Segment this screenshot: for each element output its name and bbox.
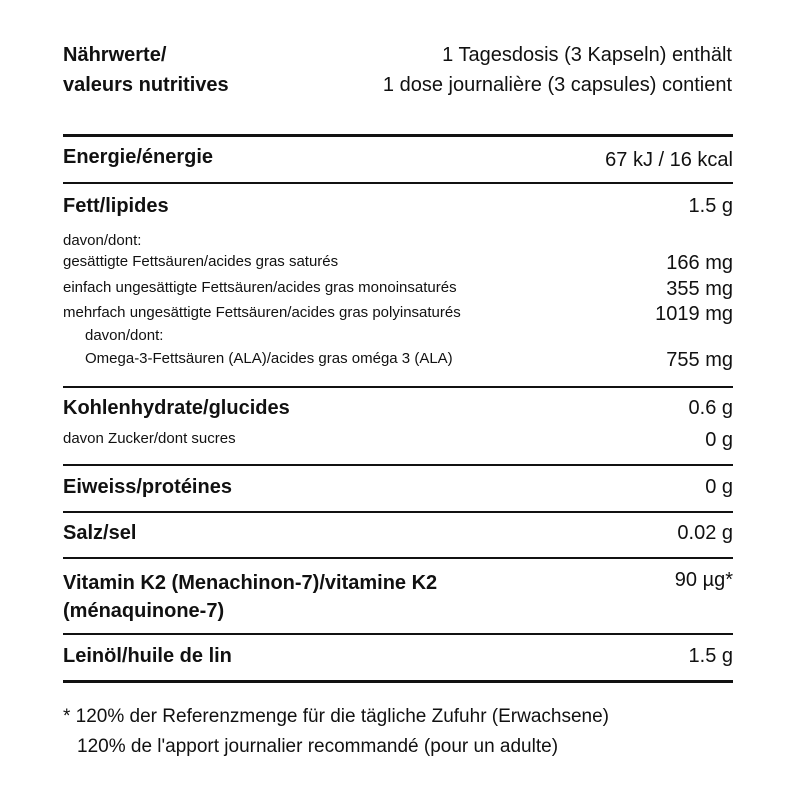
title-french: valeurs nutritives bbox=[63, 74, 229, 96]
divider bbox=[63, 633, 733, 635]
sugars-value: 0 g bbox=[705, 429, 733, 451]
title-german: Nährwerte/ bbox=[63, 44, 167, 66]
carbohydrates-label: Kohlenhydrate/glucides bbox=[63, 397, 290, 419]
table-title bbox=[63, 40, 229, 100]
vitamin-k2-label: Vitamin K2 (Menachinon-7)/vitamine K2 (ménaquinone-7) bbox=[63, 572, 438, 622]
table-bottom-divider bbox=[63, 680, 733, 683]
omega3-value: 755 mg bbox=[666, 349, 733, 371]
saturated-label: gesättigte Fettsäuren/acides gras saturés bbox=[63, 253, 339, 270]
vitamin-k2-value: 90 µg* bbox=[674, 569, 733, 591]
saturated-value: 166 mg bbox=[666, 252, 733, 274]
fat-value: 1.5 g bbox=[688, 195, 733, 217]
footnote-german: * 120% der Referenzmenge für die tägliche Zufuhr (Erwachsene) bbox=[63, 706, 610, 727]
linseed-oil-label: Leinöl/huile de lin bbox=[63, 645, 232, 667]
serving-french: 1 dose journalière (3 capsules) contient bbox=[382, 74, 732, 96]
energy-label: Energie/énergie bbox=[63, 146, 214, 168]
divider bbox=[63, 386, 733, 388]
monounsaturated-label: einfach ungesättigte Fettsäuren/acides gras monoinsaturés bbox=[63, 279, 457, 296]
fat-label: Fett/lipides bbox=[63, 195, 169, 217]
serving-german: 1 Tagesdosis (3 Kapseln) enthält bbox=[442, 44, 732, 66]
footnote-french: 120% de l'apport journalier recommandé (pour un adulte) bbox=[77, 736, 559, 757]
polyunsaturated-value: 1019 mg bbox=[655, 303, 733, 325]
omega3-label: Omega-3-Fettsäuren (ALA)/acides gras oméga 3 (ALA) bbox=[85, 350, 453, 367]
divider bbox=[63, 464, 733, 466]
carbohydrates-value: 0.6 g bbox=[688, 397, 733, 419]
protein-label: Eiweiss/protéines bbox=[63, 476, 232, 498]
serving-description bbox=[383, 40, 732, 100]
polyunsaturated-label: mehrfach ungesättigte Fettsäuren/acides gras polyinsaturés bbox=[63, 304, 461, 321]
energy-value: 67 kJ / 16 kcal bbox=[605, 149, 733, 171]
monounsaturated-value: 355 mg bbox=[666, 278, 733, 300]
salt-value: 0.02 g bbox=[677, 522, 733, 544]
header-divider bbox=[63, 134, 733, 137]
divider bbox=[63, 557, 733, 559]
linseed-oil-value: 1.5 g bbox=[688, 645, 733, 667]
divider bbox=[63, 511, 733, 513]
sugars-label: davon Zucker/dont sucres bbox=[63, 430, 236, 447]
salt-label: Salz/sel bbox=[63, 522, 137, 544]
protein-value: 0 g bbox=[705, 476, 733, 498]
divider bbox=[63, 182, 733, 184]
